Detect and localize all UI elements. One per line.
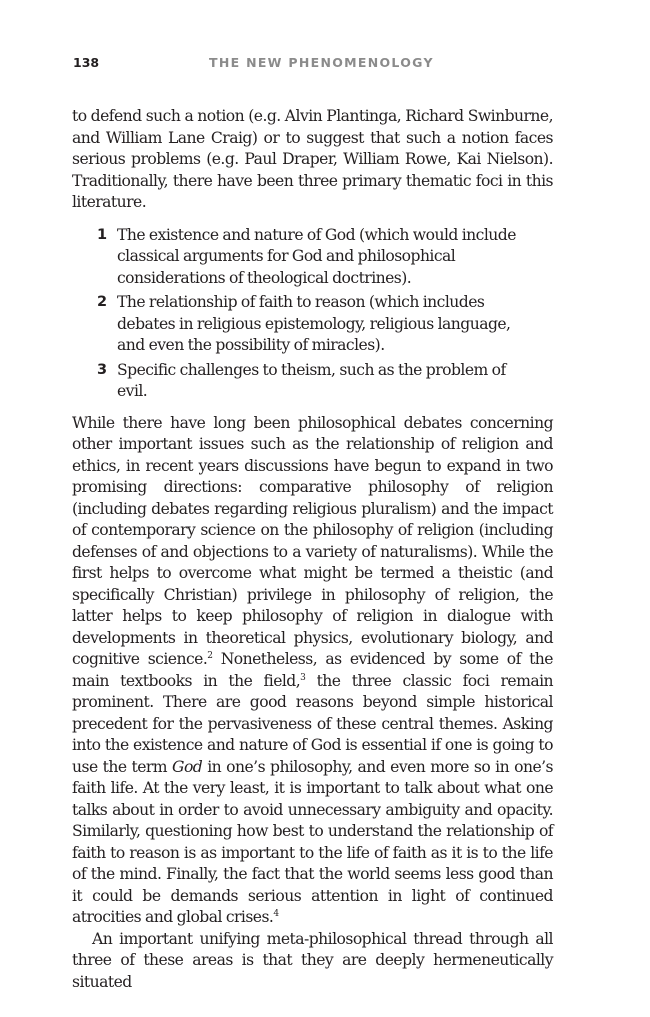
- main-paragraph: [72, 413, 553, 929]
- list-item-text: Specific challenges to theism, such as the problem of evil.: [117, 360, 506, 400]
- footnote-marker-4[interactable]: 4: [273, 908, 279, 919]
- list-item: [72, 292, 553, 357]
- main-text-part-4: in one’s philosophy, and even more so in one’s faith life. At the very least, it is important to talk about what one talks about in order to avoid unnecessary ambiguity and opacity. Similarly, questioning how best to understand the relationship of faith to reason is as important to the life of faith as it is to the life of the mind. Finally, the fact that the world seems less good than it could be demands serious attention in light of continued atrocities and global crises.: [72, 757, 553, 926]
- intro-paragraph: to defend such a notion (e.g. Alvin Plantinga, Richard Swinburne, and William Lane Craig) or to suggest that such a notion faces serious problems (e.g. Paul Draper, William Rowe, Kai Nielson). Traditionally, there have been three primary thematic foci in this literature.: [72, 107, 553, 211]
- main-text-part-2: Nonetheless, as evidenced by some of the main textbooks in the field,: [72, 650, 553, 690]
- body-text: [72, 106, 553, 993]
- list-item-text: The relationship of faith to reason (which includes debates in religious epistemology, religious language, and even the possibility of miracles).: [117, 293, 511, 354]
- footnote-marker-3[interactable]: 3: [300, 672, 306, 683]
- list-item-number: 2: [97, 294, 108, 310]
- running-title: THE NEW PHENOMENOLOGY: [209, 55, 434, 70]
- main-text-part-1: While there have long been philosophical debates concerning other important issues such as the relationship of religion and ethics, in recent years discussions have begun to expand in two promising directions: comparative philosophy of religion (including debates regarding religious pluralism) and the impact of contemporary science on the philosophy of religion (including defenses of and objections to a variety of naturalisms). While the first helps to overcome what might be termed a theistic (and specifically Christian) privilege in philosophy of religion, the latter helps to keep philosophy of religion in dialogue with developments in theoretical physics, evolutionary biology, and cognitive science.: [72, 413, 553, 668]
- list-item-number: 3: [97, 361, 108, 378]
- thematic-foci-list: [72, 225, 553, 403]
- list-item: [72, 360, 553, 403]
- running-head: [73, 53, 553, 73]
- emphasized-term: God: [172, 757, 203, 776]
- footnote-marker-2[interactable]: 2: [207, 650, 213, 661]
- page-number: 138: [73, 55, 100, 70]
- list-item-number: 1: [97, 226, 108, 243]
- list-item-text: The existence and nature of God (which would include classical arguments for God and philosophical considerations of theological doctrines).: [117, 225, 516, 287]
- closing-paragraph: An important unifying meta-philosophical thread through all three of these areas is that they are deeply hermeneutically situated: [72, 929, 553, 991]
- main-text-part-3: the three classic foci remain prominent. There are good reasons beyond simple historical precedent for the pervasiveness of these central themes. Asking into the existence and nature of God is essential if one is going to use the term: [72, 671, 553, 776]
- list-item: [72, 225, 553, 290]
